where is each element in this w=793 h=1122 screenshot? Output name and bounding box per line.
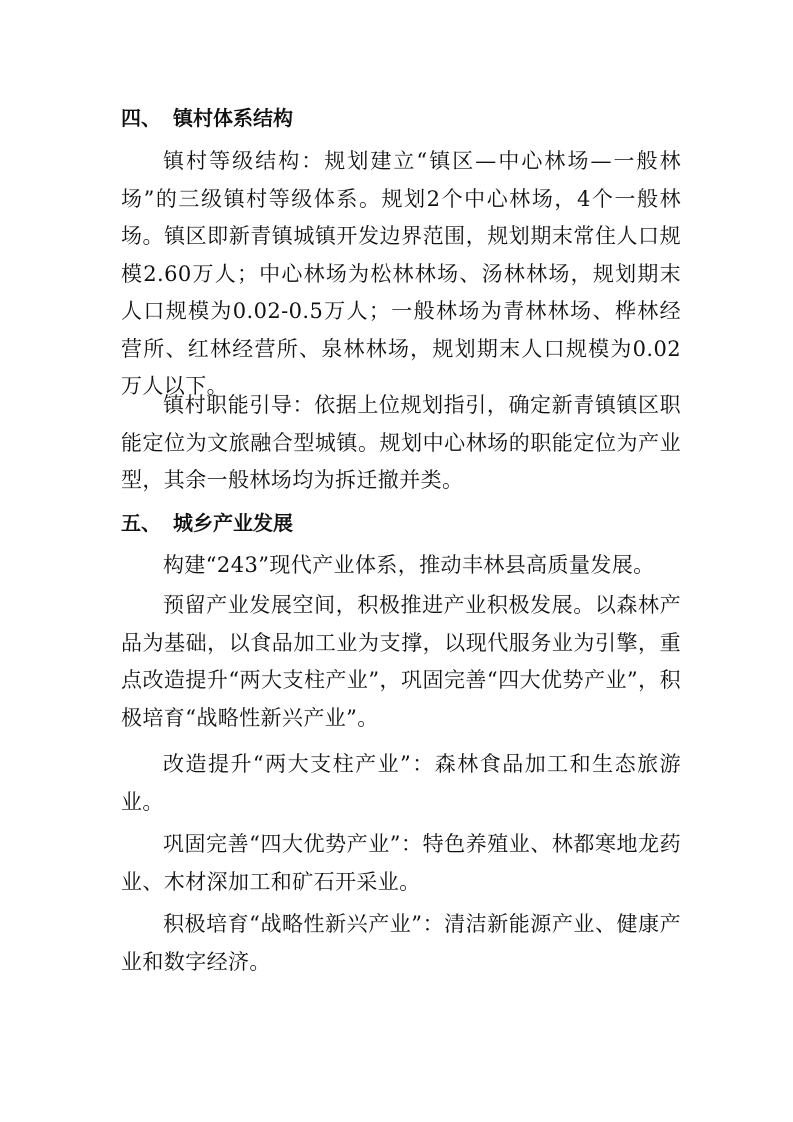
- paragraph-pillar-industries: 改造提升“两大支柱产业”：森林食品加工和生态旅游业。: [121, 752, 681, 814]
- paragraph-emerging-industries: 积极培育“战略性新兴产业”：清洁新能源产业、健康产业和数字经济。: [121, 912, 681, 974]
- section-number: 五、: [121, 511, 161, 535]
- section-heading-4: [121, 103, 681, 133]
- section-title: 镇村体系结构: [173, 106, 293, 130]
- paragraph-advantage-industries: 巩固完善“四大优势产业”：特色养殖业、林都寒地龙药业、木材深加工和矿石开采业。: [121, 832, 681, 894]
- paragraph-industry-space: 预留产业发展空间，积极推进产业积极发展。以森林产品为基础，以食品加工业为支撑，以现代服务业为引擎，重点改造提升“两大支柱产业”，巩固完善“四大优势产业”，积极培育“战略性新兴产业”。: [121, 593, 681, 730]
- paragraph-industry-system: 构建“243”现代产业体系，推动丰林县高质量发展。: [163, 553, 655, 577]
- section-heading-5: [121, 508, 681, 538]
- paragraph-town-function: 镇村职能引导：依据上位规划指引，确定新青镇镇区职能定位为文旅融合型城镇。规划中心林场的职能定位为产业型，其余一般林场均为拆迁撤并类。: [121, 393, 681, 492]
- paragraph-town-hierarchy: 镇村等级结构：规划建立“镇区—中心林场—一般林场”的三级镇村等级体系。规划2个中心林场，4个一般林场。镇区即新青镇城镇开发边界范围，规划期末常住人口规模2.60万人；中心林场为松林林场、汤林林场，规划期末人口规模为0.02-0.5万人；一般林场为青林林场、桦林经营所、红林经营所、泉林林场，规划期末人口规模为0.02万人以下。: [121, 149, 681, 398]
- section-number: 四、: [121, 106, 161, 130]
- section-title: 城乡产业发展: [173, 511, 293, 535]
